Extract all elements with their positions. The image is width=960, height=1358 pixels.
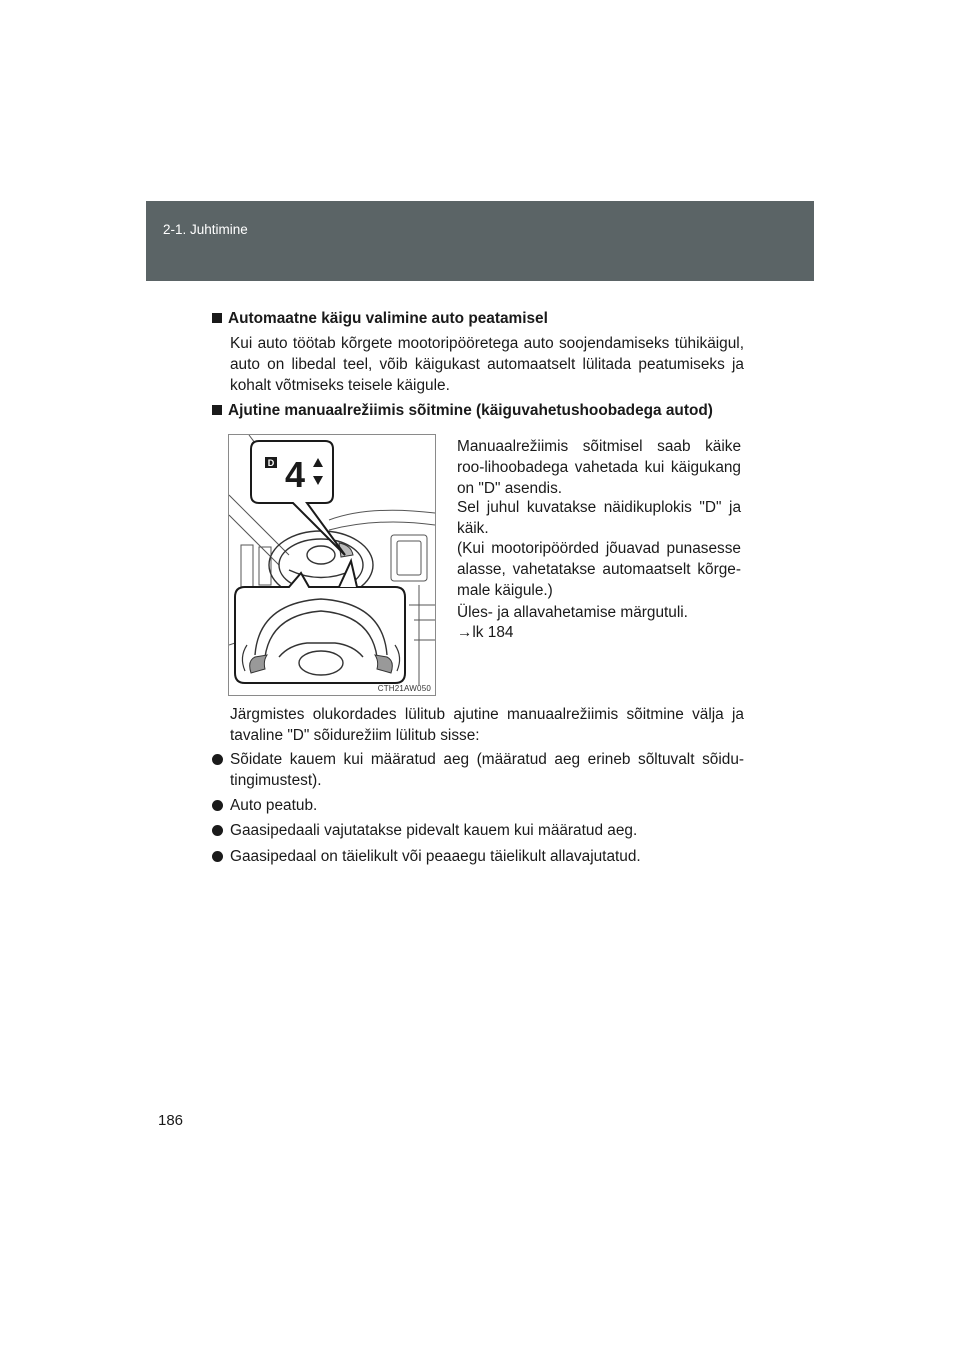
section2-heading-text: Ajutine manuaalrežiimis sõitmine (käiguvahetushoobadega autod)	[228, 402, 713, 419]
round-bullet-icon	[212, 851, 223, 862]
paddle-shift-illustration	[228, 434, 436, 696]
side-paragraph-4: Üles- ja allavahetamise märgutuli.	[457, 604, 688, 621]
figure-code: CTH21AW050	[377, 684, 431, 693]
side-paragraph-3: (Kui mootoripöörded jõuavad punasesse alasse, vahetatakse automaatselt kõrge-male käigule.)	[457, 540, 741, 599]
section2-heading	[212, 400, 713, 421]
square-bullet-icon	[212, 405, 222, 415]
chapter-header-band	[146, 201, 814, 281]
list-item: Gaasipedaali vajutatakse pidevalt kauem kui määratud aeg.	[212, 820, 744, 841]
page-reference: →lk 184	[457, 624, 514, 641]
section-title: 2-1. Juhtimine	[163, 222, 248, 237]
section1-heading-text: Automaatne käigu valimine auto peatamisel	[228, 310, 548, 327]
side-paragraph-1: Manuaalrežiimis sõitmisel saab käike roo-lihoobadega vahetada kui käigukang on "D" asendis.	[457, 438, 741, 497]
section1-body: Kui auto töötab kõrgete mootoripööretega auto soojendamiseks tühikäigul, auto on libedal teel, võib käigukast automaatselt lülitada peatumiseks ja kohalt võtmiseks teisele käigule.	[230, 335, 744, 394]
steering-wheel-diagram	[229, 435, 435, 695]
side-paragraph-2: Sel juhul kuvatakse näidikuplokis "D" ja käik.	[457, 499, 741, 537]
page-number: 186	[158, 1112, 184, 1129]
list-item: Auto peatub.	[212, 795, 744, 816]
section1-heading	[212, 308, 548, 329]
round-bullet-icon	[212, 754, 223, 765]
section2-intro: Järgmistes olukordades lülitub ajutine manuaalrežiimis sõitmine välja ja tavaline "D" sõidurežiim lülitub sisse:	[230, 706, 744, 744]
round-bullet-icon	[212, 825, 223, 836]
round-bullet-icon	[212, 800, 223, 811]
list-item: Sõidate kauem kui määratud aeg (määratud aeg erineb sõltuvalt sõidu-tingimustest).	[212, 749, 744, 791]
gear-number: 4	[284, 454, 306, 495]
square-bullet-icon	[212, 313, 222, 323]
mode-indicator-d: D	[267, 458, 275, 468]
list-item: Gaasipedaal on täielikult või peaaegu täielikult allavajutatud.	[212, 846, 744, 867]
